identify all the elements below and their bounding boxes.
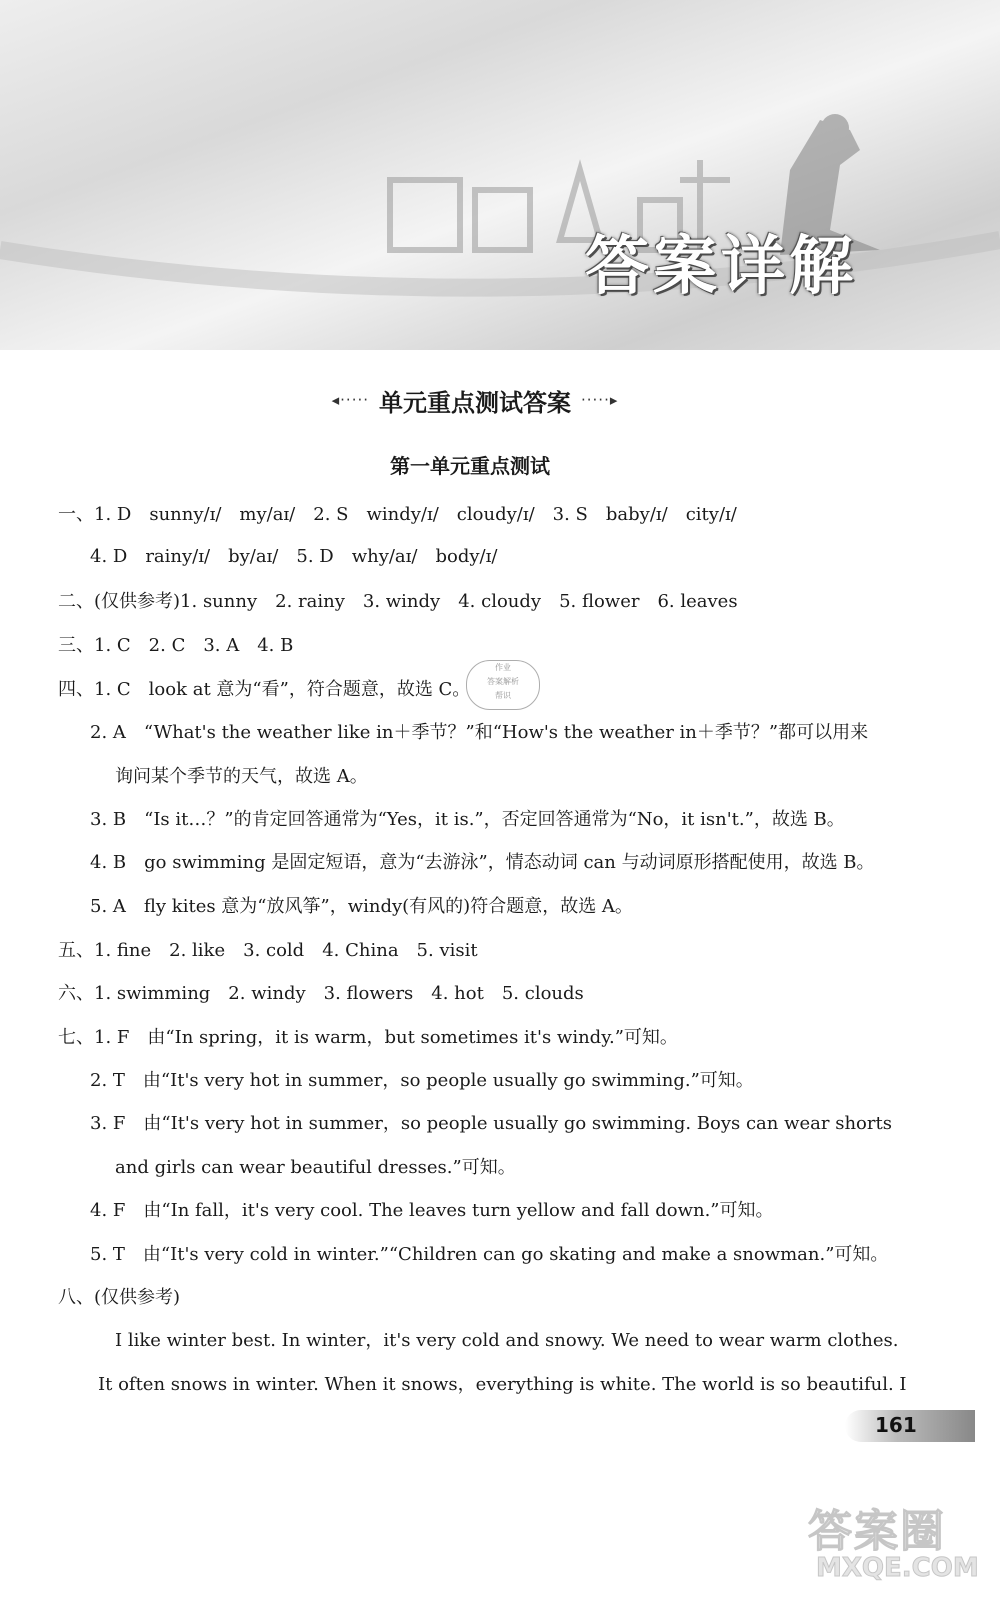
answer-line: and girls can wear beautiful dresses.”可知。 bbox=[115, 1157, 516, 1178]
answer-line: 2. T 由“It's very hot in summer，so people usually go swimming.”可知。 bbox=[90, 1070, 754, 1091]
answer-line: 询问某个季节的天气，故选 A。 bbox=[115, 766, 368, 787]
answer-line: 五、1. fine 2. like 3. cold 4. China 5. visit bbox=[58, 940, 478, 961]
answer-line: 八、(仅供参考) bbox=[58, 1287, 181, 1308]
answer-stamp: 作业 答案解析 帮识 bbox=[466, 660, 540, 710]
decoration-left: ◂····· bbox=[331, 391, 369, 409]
answer-line: 三、1. C 2. C 3. A 4. B bbox=[58, 635, 294, 656]
site-watermark bbox=[808, 1495, 978, 1595]
watermark-url: MXQE.COM bbox=[816, 1553, 979, 1583]
banner-title: 答案详解 bbox=[585, 230, 857, 304]
decoration-right: ·····▸ bbox=[581, 391, 619, 409]
header-banner bbox=[0, 0, 1000, 350]
page-number: 161 bbox=[875, 1413, 917, 1437]
section-heading bbox=[240, 382, 710, 418]
answer-line: 四、1. C look at 意为“看”，符合题意，故选 C。 bbox=[58, 679, 471, 700]
unit-title: 第一单元重点测试 bbox=[390, 454, 550, 478]
page-number-tab bbox=[845, 1410, 975, 1442]
answer-line: 3. B “Is it…？”的肯定回答通常为“Yes，it is.”，否定回答通常为“No，it isn't.”，故选 B。 bbox=[90, 809, 845, 830]
answer-line: 二、(仅供参考)1. sunny 2. rainy 3. windy 4. cloudy 5. flower 6. leaves bbox=[58, 591, 738, 612]
answer-line: 4. B go swimming 是固定短语，意为“去游泳”，情态动词 can 与动词原形搭配使用，故选 B。 bbox=[90, 852, 875, 873]
answer-line: 5. T 由“It's very cold in winter.”“Children can go skating and make a snowman.”可知。 bbox=[90, 1244, 889, 1265]
watermark-logo-text: 答案圈 bbox=[808, 1506, 946, 1557]
answer-line: 2. A “What's the weather like in＋季节？”和“How's the weather in＋季节？”都可以用来 bbox=[90, 722, 869, 743]
answer-line: 5. A fly kites 意为“放风筝”，windy(有风的)符合题意，故选 A。 bbox=[90, 896, 633, 917]
answer-line: 4. F 由“In fall，it's very cool. The leaves turn yellow and fall down.”可知。 bbox=[90, 1200, 774, 1221]
section-title: 单元重点测试答案 bbox=[379, 388, 571, 417]
answer-line: 4. D rainy/ɪ/ by/aɪ/ 5. D why/aɪ/ body/ɪ/ bbox=[90, 546, 498, 567]
answer-line: 一、1. D sunny/ɪ/ my/aɪ/ 2. S windy/ɪ/ cloudy/ɪ/ 3. S baby/ɪ/ city/ɪ/ bbox=[58, 504, 737, 525]
essay-line: I like winter best. In winter，it's very cold and snowy. We need to wear warm clothes. bbox=[115, 1330, 899, 1351]
answer-line: 3. F 由“It's very hot in summer，so people usually go swimming. Boys can wear shorts bbox=[90, 1113, 892, 1134]
answer-line: 七、1. F 由“In spring，it is warm，but sometimes it's windy.”可知。 bbox=[58, 1027, 678, 1048]
essay-line: It often snows in winter. When it snows，everything is white. The world is so beautiful. I bbox=[98, 1374, 907, 1395]
answer-line: 六、1. swimming 2. windy 3. flowers 4. hot 5. clouds bbox=[58, 983, 584, 1004]
